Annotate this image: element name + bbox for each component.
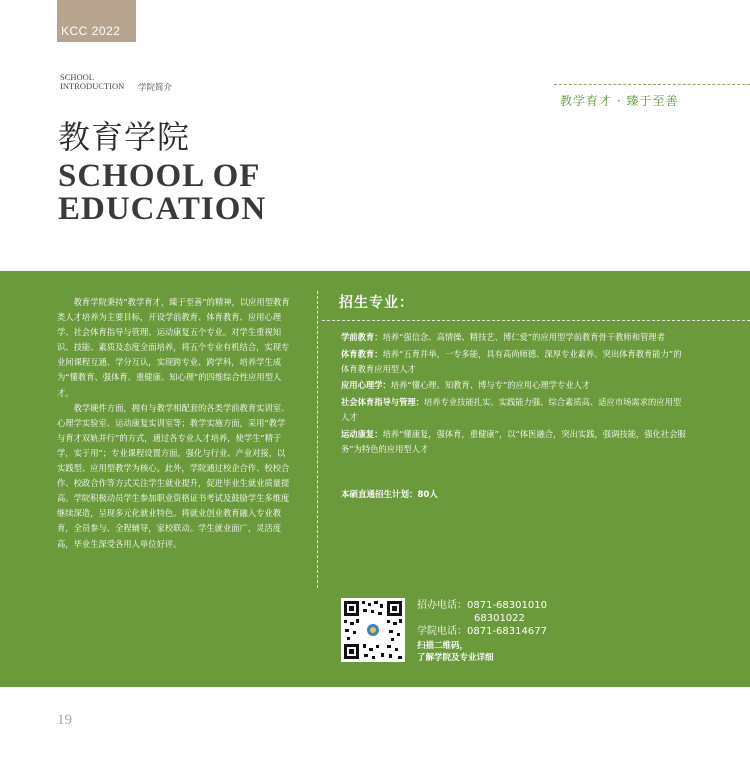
intro-paragraph-1: 教育学院秉持“教学育才，臻于至善”的精神，以应用型教育类人才培养为主要目标，开设学前教育、体育教育、应用心理学、社会体育指导与管理、运动康复五个专业。对学生重视知识、技能、素质及态度全面培养，将五个专业有机结合，实现专业间课程互通、学分互认，实现跨专业、跨学科，培养学生成为“懂教育、强体育、重健康、知心理”的四维综合性应用型人才。 bbox=[57, 297, 290, 398]
slogan-divider bbox=[554, 84, 750, 85]
enroll-divider bbox=[322, 320, 750, 321]
slogan: 教学育才 · 臻于至善 bbox=[560, 94, 679, 108]
major-name: 运动康复： bbox=[341, 428, 383, 439]
major-desc: 培养“懂康复，强体育，重健康”，以“体医融合，突出实践，强调技能，强化社会服务”为特色的应用型人才 bbox=[341, 428, 686, 454]
major-item bbox=[341, 347, 689, 377]
scan-hint bbox=[417, 640, 494, 664]
scan-hint-line1: 扫描二维码， bbox=[417, 641, 469, 651]
page-number: 19 bbox=[57, 712, 72, 728]
admissions-phone-2: 68301022 bbox=[474, 613, 525, 624]
page-title-en-line1: SCHOOL OF bbox=[58, 158, 261, 194]
page-title-en bbox=[58, 160, 266, 226]
major-desc: 培养“五育并举，一专多能，具有高尚师德、深厚专业素养、突出体育教育能力”的体育教育应用型人才 bbox=[341, 348, 682, 374]
admissions-phone: 招办电话：0871-68301010 bbox=[417, 600, 547, 611]
major-name: 应用心理学： bbox=[341, 380, 391, 391]
majors-list bbox=[341, 330, 689, 458]
header-tab bbox=[57, 0, 136, 42]
intro-paragraph-2: 教学硬件方面，拥有与教学相配套的各类学前教育实训室、心理学实验室、运动康复实训室等；教学实施方面，采用“教学与育才双轨并行”的方式，通过各专业人才培养，使学生“精于学，实于用”；专业课程设置方面，强化与行业、产业对接，以实践型、应用型教学为核心。此外，学院通过校企合作、校校合作、校政合作等方式关注学生就业提升，促进毕业生就业质量提高。学院积极动员学生参加职业资格证书考试及鼓励学生多维度继续深造，呈现多元化就业特色。将就业创业教育融入专业教育，全员参与、全程辅导，家校联动。学生就业面广，灵活度高，毕业生深受各用人单位好评。 bbox=[57, 402, 290, 549]
major-item bbox=[341, 378, 689, 393]
page-title-cn: 教育学院 bbox=[58, 118, 191, 156]
section-label-en bbox=[60, 73, 124, 91]
major-name: 社会体育指导与管理： bbox=[341, 397, 424, 408]
qr-code-icon[interactable] bbox=[341, 598, 405, 662]
enroll-title: 招生专业： bbox=[339, 295, 414, 311]
scan-hint-line2: 了解学院及专业详细 bbox=[417, 653, 494, 663]
section-label-cn: 学院简介 bbox=[138, 83, 173, 93]
major-name: 体育教育： bbox=[341, 348, 383, 359]
college-phone: 学院电话：0871-68314677 bbox=[417, 626, 547, 637]
intro-text bbox=[57, 295, 293, 552]
major-desc: 培养“懂心理、知教育、博与专”的应用心理学专业人才 bbox=[390, 380, 591, 391]
major-item bbox=[341, 427, 689, 457]
major-name: 学前教育： bbox=[341, 332, 383, 342]
major-desc: 培养“强信念、高情操、精技艺、博仁爱”的应用型学前教育骨干教师和管理者 bbox=[382, 332, 665, 342]
column-divider bbox=[317, 291, 318, 588]
major-desc: 培养专业技能扎实、实践能力强、综合素质高、适应市场需求的应用型人才 bbox=[341, 397, 682, 422]
header-tab-label: KCC 2022 bbox=[61, 24, 121, 38]
contact-info bbox=[417, 599, 547, 638]
section-label-en-line2: INTRODUCTION bbox=[60, 81, 125, 91]
major-item bbox=[341, 395, 689, 425]
section-label-en-line1: SCHOOL bbox=[60, 72, 95, 82]
enrollment-plan: 本硕直通招生计划：80人 bbox=[341, 490, 438, 500]
major-item bbox=[341, 330, 689, 345]
page-title-en-line2: EDUCATION bbox=[58, 191, 267, 227]
